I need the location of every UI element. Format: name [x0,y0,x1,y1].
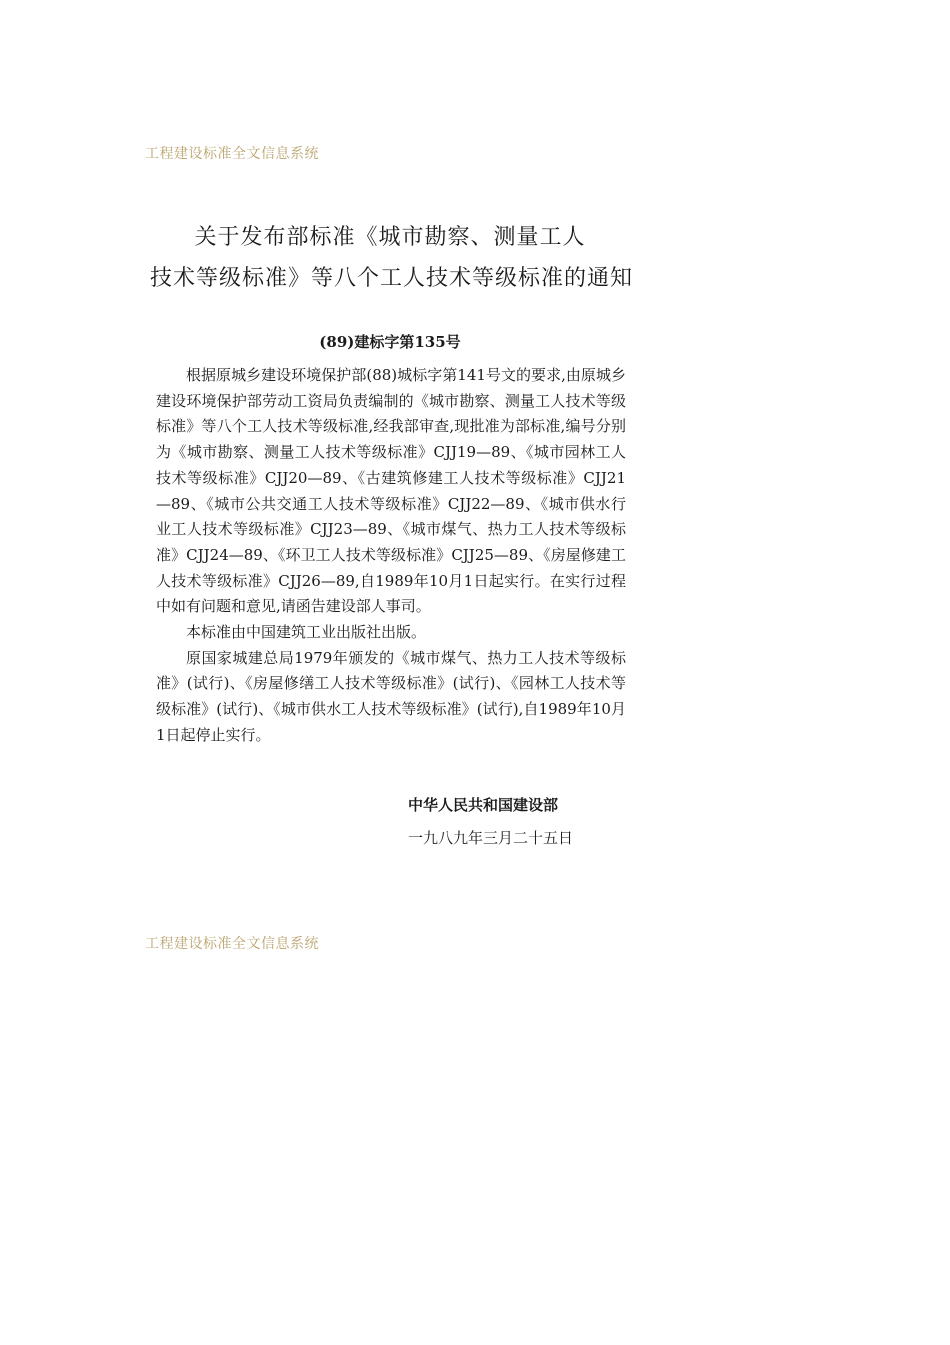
title-line-1: 关于发布部标准《城市勘察、测量工人 [194,225,586,250]
watermark-top: 工程建设标准全文信息系统 [145,146,319,162]
body-paragraph: 本标准由中国建筑工业出版社出版。 [186,623,427,642]
document-number: (89)建标字第135号 [319,333,461,351]
signature-organization: 中华人民共和国建设部 [408,796,559,814]
watermark-bottom: 工程建设标准全文信息系统 [145,936,319,952]
signature-date: 一九八九年三月二十五日 [408,829,574,847]
title-line-2: 技术等级标准》等八个工人技术等级标准的通知 [150,266,634,291]
document-title [150,217,634,299]
document-body [156,363,626,749]
body-paragraph: 根据原城乡建设环境保护部(88)城标字第141号文的要求,由原城乡建设环境保护部劳动工资局负责编制的《城市勘察、测量工人技术等级标准》等八个工人技术等级标准,经我部审查,现批准为部标准,编号分别为《城市勘察、测量工人技术等级标准》CJJ19—89、《城市园林工人技术等级标准》CJJ20—89、《古建筑修建工人技术等级标准》CJJ21—89、《城市公共交通工人技术等级标准》CJJ22—89、《城市供水行业工人技术等级标准》CJJ23—89、《城市煤气、热力工人技术等级标准》CJJ24—89、《环卫工人技术等级标准》CJJ25—89、《房屋修建工人技术等级标准》CJJ26—89,自1989年10月1日起实行。在实行过程中如有问题和意见,请函告建设部人事司。 [156,366,626,616]
body-paragraph: 原国家城建总局1979年颁发的《城市煤气、热力工人技术等级标准》(试行)、《房屋修缮工人技术等级标准》(试行)、《园林工人技术等级标准》(试行)、《城市供水工人技术等级标准》(试行),自1989年10月1日起停止实行。 [156,648,626,744]
